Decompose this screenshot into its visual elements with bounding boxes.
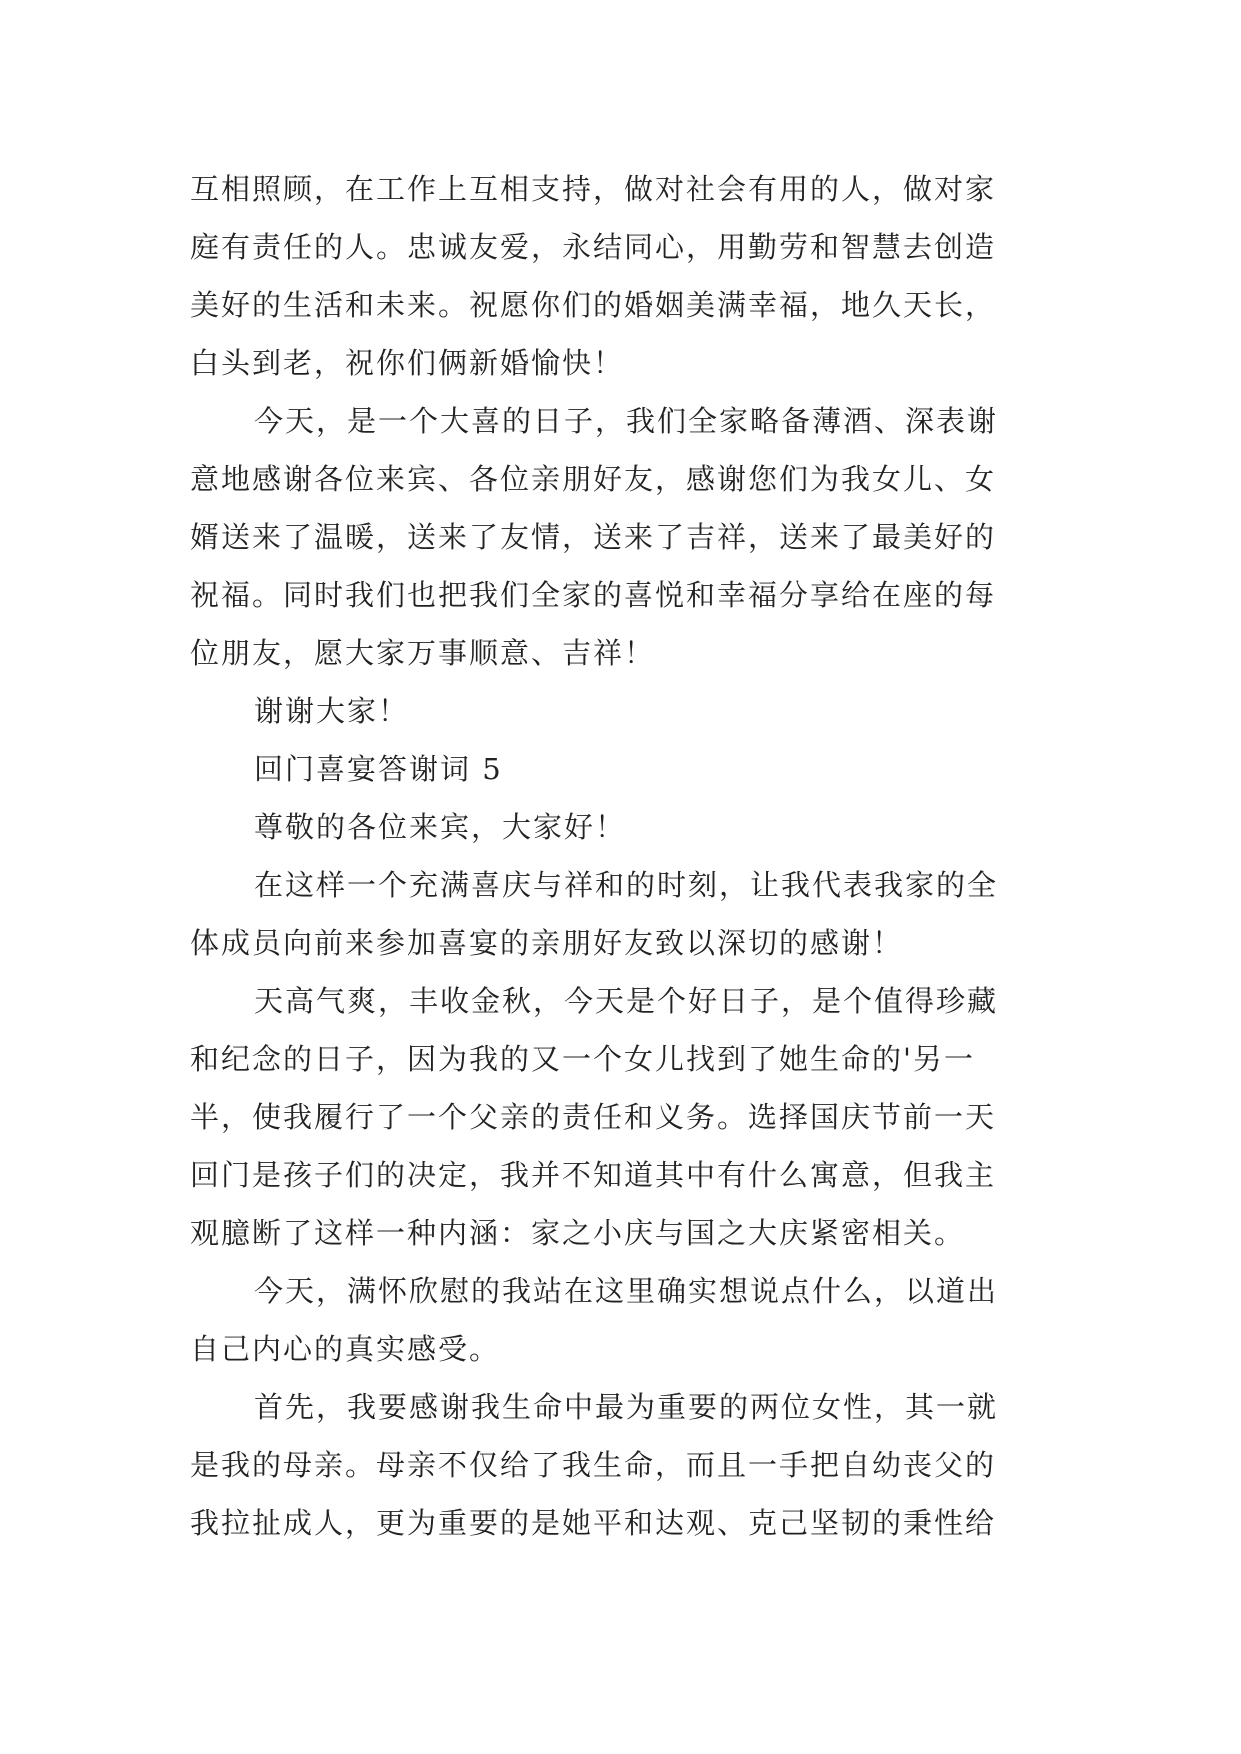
text-line: 观臆断了这样一种内涵：家之小庆与国之大庆紧密相关。 (190, 1216, 966, 1250)
text-line: 和纪念的日子，因为我的又一个女儿找到了她生命的'另一 (190, 1042, 975, 1076)
text-line: 天高气爽，丰收金秋，今天是个好日子，是个值得珍藏 (254, 984, 999, 1018)
text-line: 意地感谢各位来宾、各位亲朋好友，感谢您们为我女儿、女 (190, 462, 997, 496)
text-line: 互相照顾，在工作上互相支持，做对社会有用的人，做对家 (190, 172, 997, 206)
text-line: 在这样一个充满喜庆与祥和的时刻，让我代表我家的全 (254, 868, 999, 902)
text-line: 首先，我要感谢我生命中最为重要的两位女性，其一就 (254, 1390, 999, 1424)
text-line: 尊敬的各位来宾，大家好！ (254, 810, 627, 844)
text-line: 庭有责任的人。忠诚友爱，永结同心，用勤劳和智慧去创造 (190, 230, 997, 264)
text-line: 回门喜宴答谢词 5 (254, 752, 503, 786)
text-line: 自己内心的真实感受。 (190, 1332, 501, 1366)
text-line: 半，使我履行了一个父亲的责任和义务。选择国庆节前一天 (190, 1100, 997, 1134)
text-line: 美好的生活和未来。祝愿你们的婚姻美满幸福，地久天长， (190, 288, 997, 322)
text-line: 今天，是一个大喜的日子，我们全家略备薄酒、深表谢 (254, 404, 999, 438)
text-line: 今天，满怀欣慰的我站在这里确实想说点什么，以道出 (254, 1274, 999, 1308)
text-line: 谢谢大家！ (254, 694, 410, 728)
text-line: 体成员向前来参加喜宴的亲朋好友致以深切的感谢！ (190, 926, 904, 960)
text-line: 婿送来了温暖，送来了友情，送来了吉祥，送来了最美好的 (190, 520, 997, 554)
text-line: 白头到老，祝你们俩新婚愉快！ (190, 346, 625, 380)
text-line: 我拉扯成人，更为重要的是她平和达观、克己坚韧的秉性给 (190, 1506, 997, 1540)
text-line: 回门是孩子们的决定，我并不知道其中有什么寓意，但我主 (190, 1158, 997, 1192)
text-line: 是我的母亲。母亲不仅给了我生命，而且一手把自幼丧父的 (190, 1448, 997, 1482)
text-line: 祝福。同时我们也把我们全家的喜悦和幸福分享给在座的每 (190, 578, 997, 612)
document-body (190, 160, 1070, 1552)
text-line: 位朋友，愿大家万事顺意、吉祥！ (190, 636, 656, 670)
